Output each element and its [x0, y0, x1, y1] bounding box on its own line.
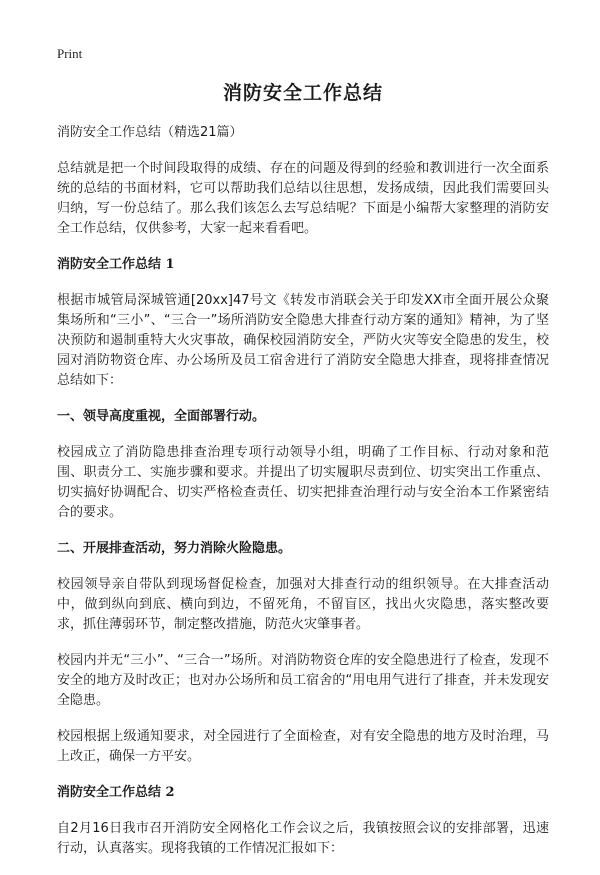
document-body [57, 78, 549, 875]
section-2-heading: 消防安全工作总结 2 [57, 785, 175, 800]
section-1-heading: 消防安全工作总结 1 [57, 257, 175, 272]
section-1-subheading-1: 一、领导高度重视，全面部署行动。 [57, 409, 266, 424]
document-subtitle: 消防安全工作总结（精选21篇） [57, 125, 243, 140]
section-1-paragraph-5: 校园根据上级通知要求，对全园进行了全面检查，对有安全隐患的地方及时治理，马上改正，确保一方平安。 [57, 729, 549, 764]
section-1-paragraph-1: 根据市城管局深城管通[20xx]47号文《转发市消联会关于印发XX市全面开展公众聚集场所和“三小”、“三合一”场所消防安全隐患大排查行动方案的通知》精神，为了坚决预防和遏制重特大火灾事故，确保校园消防安全，严防火灾等安全隐患的发生，校园对消防物资仓库、办公场所及员工宿舍进行了消防安全隐患大排查，现将排查情况总结如下： [57, 293, 549, 388]
section-1-subheading-2: 二、开展排查活动，努力消除火险隐患。 [57, 541, 292, 556]
print-link[interactable]: Print [57, 46, 83, 61]
section-1-paragraph-4: 校园内并无“三小”、“三合一”场所。对消防物资仓库的安全隐患进行了检查，发现不安全的地方及时改正；也对办公场所和员工宿舍的“用电用气进行了排查，并未发现安全隐患。 [57, 653, 549, 708]
section-2-paragraph-1: 自2月16日我市召开消防安全网格化工作会议之后，我镇按照会议的安排部署，迅速行动，认真落实。现将我镇的工作情况汇报如下： [57, 821, 549, 856]
section-1-paragraph-3: 校园领导亲自带队到现场督促检查，加强对大排查行动的组织领导。在大排查活动中，做到纵向到底、横向到边，不留死角，不留盲区，找出火灾隐患，落实整改要求，抓住薄弱环节，制定整改措施，防范火灾肇事者。 [57, 577, 549, 632]
intro-paragraph: 总结就是把一个时间段取得的成绩、存在的问题及得到的经验和教训进行一次全面系统的总结的书面材料，它可以帮助我们总结以往思想，发扬成绩，因此我们需要回头归纳，写一份总结了。那么我们该怎么去写总结呢？下面是小编帮大家整理的消防安全工作总结，仅供参考，大家一起来看看吧。 [57, 161, 549, 236]
page-title: 消防安全工作总结 [222, 82, 383, 104]
section-1-paragraph-2: 校园成立了消防隐患排查治理专项行动领导小组，明确了工作目标、行动对象和范围、职责分工、实施步骤和要求。并提出了切实履职尽责到位、切实突出工作重点、切实搞好协调配合、切实严格检查责任、切实把排查治理行动与安全治本工作紧密结合的要求。 [57, 445, 549, 520]
